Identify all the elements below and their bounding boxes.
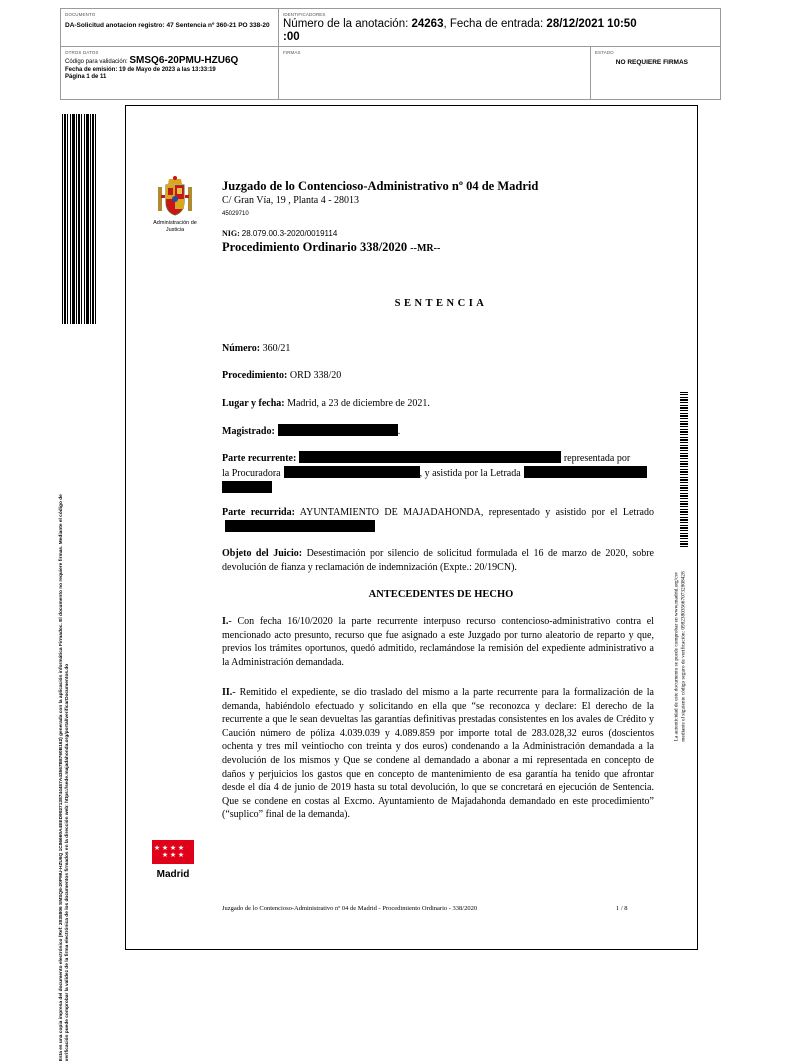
madrid-flag-icon: ★ ★ ★ ★ ★ ★ ★ (152, 840, 194, 864)
validacion-code: SMSQ6-20PMU-HZU6Q (129, 55, 239, 66)
numero-value: 360/21 (260, 343, 291, 354)
estado-cell (591, 47, 720, 99)
lugar-value: Madrid, a 23 de diciembre de 2021. (284, 398, 430, 409)
firmas-cell (279, 47, 591, 99)
procedimiento-label: Procedimiento: (222, 370, 288, 381)
redacted-block (524, 466, 647, 478)
redacted-block (299, 451, 561, 463)
documento-caption: DOCUMENTO (65, 12, 96, 17)
verif-line1: La autenticidad de este documento se puede comprobar en www.madrid.org/csv (673, 571, 680, 742)
fecha-value: 28/12/2021 10:50 (546, 18, 637, 30)
estado-value: NO REQUIERE FIRMAS (615, 59, 688, 66)
madrid-label: Madrid (156, 869, 190, 880)
antecedente-paragraph (222, 615, 654, 669)
magistrado-label: Magistrado: (222, 426, 275, 437)
redacted-block (225, 520, 375, 532)
numero-field (222, 342, 654, 356)
court-code: 45029710 (222, 211, 249, 217)
pagina-indicator: Página 1 de 11 (65, 74, 107, 80)
procedimiento-field (222, 369, 654, 383)
lugar-label: Lugar y fecha: (222, 398, 285, 409)
document-header-table (60, 8, 721, 100)
procedimiento-heading (222, 240, 440, 255)
identificadores-cell (279, 9, 720, 47)
coat-of-arms-icon (155, 175, 195, 219)
magistrado-after: . (397, 426, 401, 437)
recurrente-text2: la Procuradora (222, 468, 281, 479)
otros-datos-cell (61, 47, 279, 99)
recurrente-label: Parte recurrente: (222, 453, 297, 464)
antecedente-num: II. (222, 687, 233, 698)
sentencia-title: SENTENCIA (394, 298, 488, 309)
verif-line2: mediante el siguiente código seguro de verificación: 0982380356670732808428 (680, 571, 686, 742)
antecedente-paragraph (222, 686, 654, 822)
antecedente-text: - Remitido el expediente, se dio traslado del mismo a la parte recurrente para la formalización de la demanda, habiéndolo efectuado y solicitando en ella que “se reconozca y declare: El derecho de la recurrente a que le sean devueltas las garantías definitivas prestadas consistentes en los avales de Crédito y Caución número de póliza 4.039.039 y 4.089.859 por importe total de 283.028,32 euros (doscientos ochenta y tres mil veintiocho con treinta y dos euros) condenando a la Administración demandada a la devolución de los mismos y Que se condene al demandado a abonar a mi representada en concepto de daños y perjuicios los gastos que en concepto de mantenimiento de esa garantía ha tenido que afrontar desde el día 4 de junio de 2019 hasta su total devolución, lo que se concretará en ejecución de Sentencia. Que se condene en costas al Excmo. Ayuntamiento de Majadahonda demandado en este procedimiento” (“suplico” final de la demanda). (222, 687, 654, 821)
anotacion-line (283, 18, 716, 44)
redacted-block (284, 466, 420, 478)
page-number: 1 / 8 (616, 905, 628, 912)
estado-caption: ESTADO (595, 50, 614, 55)
validacion-line (65, 57, 274, 67)
anotacion-number: 24263 (411, 18, 444, 30)
administracion-justicia-label: Administración de Justicia (153, 220, 197, 233)
side-text-line2: verificación puede comprobar la validez de la firma electrónica de los documentos firmados en la dirección web: https://sede.majadahonda.org/portal/verificarDocumentos.do (65, 663, 70, 1061)
anotacion-label: Número de la anotación: (283, 18, 412, 30)
side-text-line1: Esta es una copia impresa del documento electrónico (Ref: 2035806 SMSQ6-20PMU-HZU6Q 1C86660A4EED9027138744457A43567B8760B162) generada con la aplicación informática Firmadoc. El documento no requiere firmas. Mediante el código de (58, 494, 64, 1061)
emision-date: Fecha de emisión: 19 de Mayo de 2023 a las 13:33:19 (65, 66, 216, 73)
lugar-fecha-field (222, 397, 654, 411)
recurrente-text3: , y asistida por la Letrada (419, 468, 521, 479)
procedimiento-suffix: --MR-- (410, 243, 441, 254)
validacion-label: Código para validación: (65, 59, 130, 65)
objeto-field (222, 547, 654, 575)
objeto-value: Desestimación por silencio de solicitud formulada el 16 de marzo de 2020, sobre devolución de fianza y reclamación de indemnización (Expte.: 20/19CN). (222, 548, 654, 573)
madrid-logo (152, 840, 194, 884)
numero-label: Número: (222, 343, 261, 354)
recurrente-field (222, 451, 654, 496)
csv-verification-text (674, 512, 687, 802)
fecha-label: , Fecha de entrada: (443, 18, 547, 30)
magistrado-field (222, 424, 654, 439)
fecha-cont: :00 (283, 31, 300, 43)
documento-value: DA-Solicitud anotacion registro: 47 Sentencia nº 360-21 PO 338-20 (65, 22, 270, 29)
procedimiento-text: Procedimiento Ordinario 338/2020 (222, 240, 408, 254)
court-address: C/ Gran Vía, 19 , Planta 4 - 28013 (222, 195, 360, 206)
antecedente-num: I. (222, 616, 229, 627)
identificadores-caption: IDENTIFICADORES (283, 12, 326, 17)
recurrida-field (222, 506, 654, 535)
recurrida-label: Parte recurrida: (222, 507, 295, 518)
nig-line (222, 229, 337, 238)
redacted-block (278, 424, 398, 436)
redacted-block (222, 481, 272, 493)
objeto-label: Objeto del Juicio: (222, 548, 303, 559)
court-name: Juzgado de lo Contencioso-Administrativo nº 04 de Madrid (222, 179, 539, 193)
firmas-caption: FIRMAS (283, 50, 301, 55)
side-verification-text (59, 191, 71, 1061)
documento-cell (61, 9, 279, 47)
page-footer: Juzgado de lo Contencioso-Administrativo nº 04 de Madrid - Procedimiento Ordinario - 338/2020 (222, 905, 478, 912)
nig-label: NIG: (222, 229, 242, 238)
procedimiento-value: ORD 338/20 (287, 370, 342, 381)
nig-value: 28.079.00.3-2020/0019114 (241, 229, 338, 238)
antecedente-text: - Con fecha 16/10/2020 la parte recurrente interpuso recurso contencioso-administrativo contra el mencionado acto presunto, recurso que fue asignado a este Juzgado por turno aleatorio de reparto y que, previos los trámites oportunos, quedó admitido, reclamándose la remisión del expediente administrativo a la Administración demandada. (222, 616, 654, 668)
antecedentes-heading: ANTECEDENTES DE HECHO (368, 589, 514, 600)
otros-caption: OTROS DATOS (65, 50, 99, 55)
recurrida-value: AYUNTAMIENTO DE MAJADAHONDA, representado y asistido por el Letrado (294, 507, 654, 518)
recurrente-text1: representada por (561, 453, 631, 464)
